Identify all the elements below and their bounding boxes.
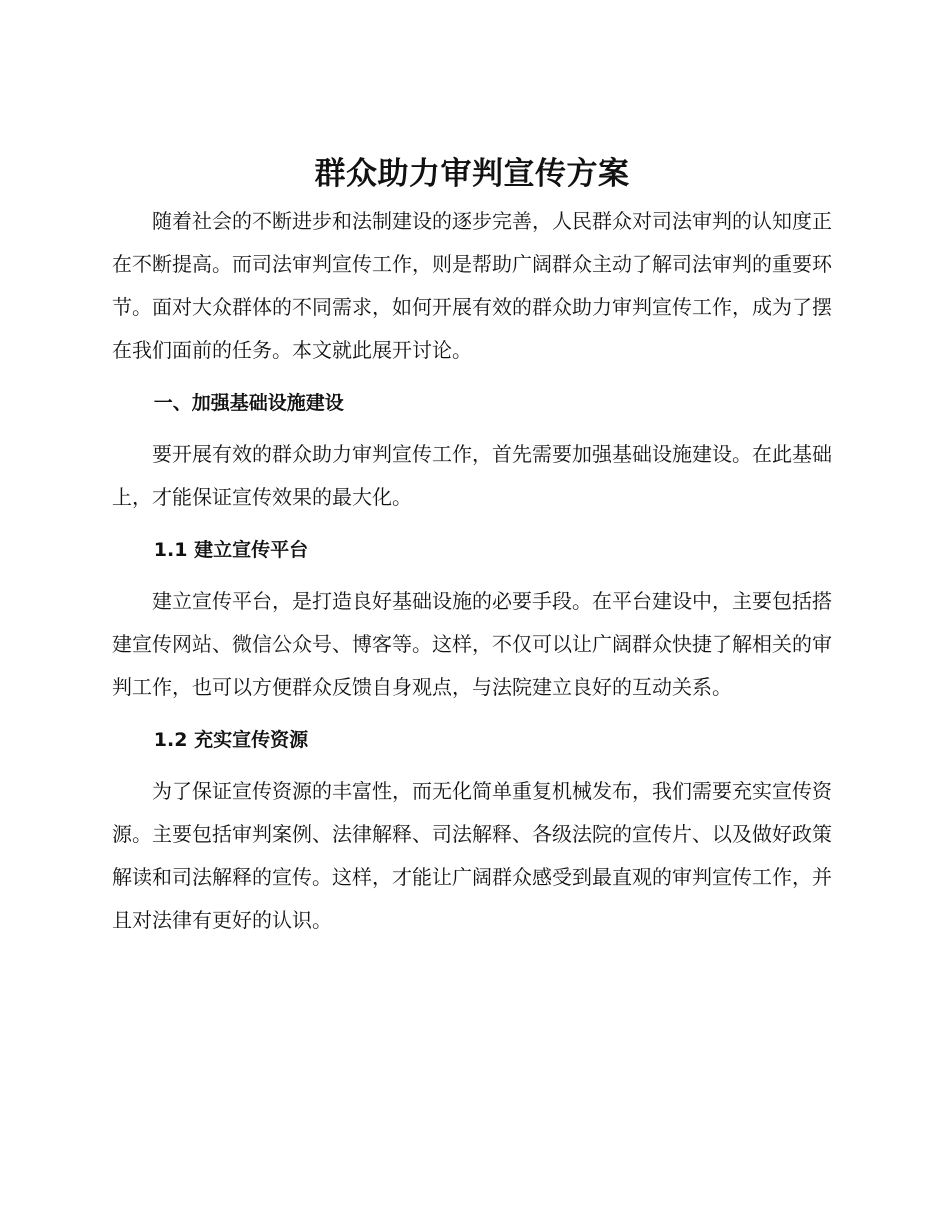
- document-title: 群众助力审判宣传方案: [314, 156, 630, 192]
- section-1-1-paragraph: 建立宣传平台，是打造良好基础设施的必要手段。在平台建设中，主要包括搭建宣传网站、微信公众号、博客等。这样，不仅可以让广阔群众快捷了解相关的审判工作，也可以方便群众反馈自身观点，与法院建立良好的互动关系。: [112, 589, 832, 699]
- section-1-heading: 一、加强基础设施建设: [153, 392, 344, 414]
- section-1-2-heading: 1.2 充实宣传资源: [153, 729, 309, 751]
- intro-paragraph: 随着社会的不断进步和法制建设的逐步完善，人民群众对司法审判的认知度正在不断提高。而司法审判宣传工作，则是帮助广阔群众主动了解司法审判的重要环节。面对大众群体的不同需求，如何开展有效的群众助力审判宣传工作，成为了摆在我们面前的任务。本文就此展开讨论。: [112, 209, 832, 362]
- section-1-paragraph: 要开展有效的群众助力审判宣传工作，首先需要加强基础设施建设。在此基础上，才能保证宣传效果的最大化。: [112, 442, 832, 509]
- document-content: [112, 148, 832, 942]
- section-1-2-paragraph: 为了保证宣传资源的丰富性，而无化简单重复机械发布，我们需要充实宣传资源。主要包括审判案例、法律解释、司法解释、各级法院的宣传片、以及做好政策解读和司法解释的宣传。这样，才能让广阔群众感受到最直观的审判宣传工作，并且对法律有更好的认识。: [112, 779, 832, 932]
- section-1-1-heading: 1.1 建立宣传平台: [153, 539, 309, 561]
